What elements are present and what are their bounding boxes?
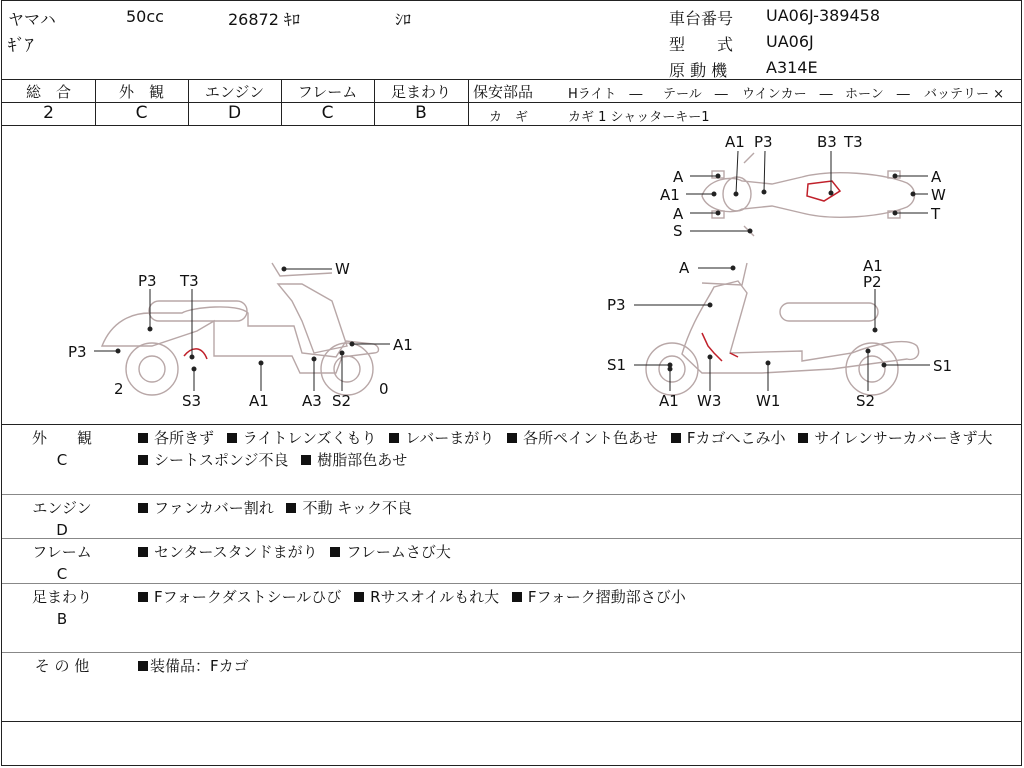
detail-item: フレームさび大 xyxy=(330,543,450,561)
label-count: 2 xyxy=(114,380,124,398)
engine-label: 原 動 機 xyxy=(669,61,728,80)
label-p3: P3 xyxy=(138,272,157,290)
frame-no: UA06J-389458 xyxy=(766,6,881,25)
detail-item: レバーまがり xyxy=(389,429,494,447)
detail-items-exterior xyxy=(138,427,1018,471)
label-a1: A1 xyxy=(659,392,679,410)
label-a: A xyxy=(673,205,684,223)
label-t3: T3 xyxy=(180,272,199,290)
mileage: 26872 ｷﾛ xyxy=(228,10,300,29)
grade-label-exterior: 外 観 xyxy=(118,83,164,101)
label-t: T xyxy=(931,205,941,223)
detail-item: Fフォークダストシールひび xyxy=(138,588,341,606)
grade-label-engine: エンジン xyxy=(204,83,265,101)
key-label: カ ギ xyxy=(489,110,529,125)
grade-value-overall: 2 xyxy=(43,103,54,123)
label-a: A xyxy=(931,168,942,186)
label-w1: W1 xyxy=(756,392,781,410)
detail-items-frame xyxy=(138,541,1018,563)
detail-item: Rサスオイルもれ大 xyxy=(354,588,499,606)
engine-value: A314E xyxy=(766,58,818,77)
detail-item: ライトレンズくもり xyxy=(227,429,377,447)
detail-item: ファンカバー割れ xyxy=(138,499,274,517)
label-p3: P3 xyxy=(607,296,626,314)
label-s2: S2 xyxy=(332,392,352,410)
label-s1: S1 xyxy=(607,356,627,374)
divider xyxy=(2,424,1021,425)
label-p3: P3 xyxy=(68,343,87,361)
label-a: A xyxy=(679,259,690,277)
label-w: W xyxy=(335,260,350,278)
safety-battery: バッテリー × xyxy=(924,87,1005,102)
detail-category-exterior: 外 観 C xyxy=(31,429,92,469)
divider xyxy=(2,494,1021,495)
label-a1: A1 xyxy=(249,392,269,410)
detail-item: 各所ペイント色あせ xyxy=(507,429,658,447)
type-label: 型 式 xyxy=(669,35,734,54)
divider xyxy=(2,652,1021,653)
label-count: 0 xyxy=(379,380,389,398)
grade-value-engine: D xyxy=(227,103,242,123)
type-value: UA06J xyxy=(766,32,814,51)
divider xyxy=(2,583,1021,584)
safety-winker: ウインカー ― xyxy=(742,87,833,102)
safety-horn: ホーン ― xyxy=(845,87,910,102)
label-s1: S1 xyxy=(933,357,953,375)
grade-value-suspension: B xyxy=(415,103,427,123)
label-a1: A1 xyxy=(660,186,680,204)
grade-label-overall: 総 合 xyxy=(25,83,71,101)
key-value: カギ 1 シャッターキー1 xyxy=(568,110,710,125)
displacement: 50cc xyxy=(126,7,164,26)
inspection-sheet xyxy=(1,0,1022,766)
label-a1: A1 xyxy=(393,336,413,354)
grade-value-exterior: C xyxy=(135,103,148,123)
detail-category-frame: フレーム C xyxy=(32,543,92,583)
label-s2: S2 xyxy=(856,392,876,410)
grade-value-frame: C xyxy=(321,103,334,123)
label-a: A xyxy=(673,168,684,186)
detail-items-engine xyxy=(138,497,1018,519)
divider xyxy=(2,79,1021,80)
label-p3: P3 xyxy=(754,133,773,151)
detail-category-other: そ の 他 xyxy=(34,657,90,675)
detail-category-suspension: 足まわり B xyxy=(31,588,92,628)
detail-item: センタースタンドまがり xyxy=(138,543,318,561)
divider xyxy=(2,721,1021,722)
safety-tail: テール ― xyxy=(663,87,728,102)
detail-item: 樹脂部色あせ xyxy=(301,451,407,469)
label-p2: P2 xyxy=(863,273,882,291)
color: ｼﾛ xyxy=(395,10,412,29)
label-b3: B3 xyxy=(817,133,837,151)
grade-label-frame: フレーム xyxy=(297,83,358,101)
grade-label-suspension: 足まわり xyxy=(390,83,451,101)
detail-item: 不動 キック不良 xyxy=(286,499,411,517)
label-s: S xyxy=(673,222,683,240)
label-a3: A3 xyxy=(302,392,322,410)
damage-marks xyxy=(184,181,840,361)
detail-items-suspension xyxy=(138,586,1018,608)
label-a1: A1 xyxy=(863,257,883,275)
detail-item: シートスポンジ不良 xyxy=(138,451,288,469)
label-w3: W3 xyxy=(697,392,722,410)
detail-item: 各所きず xyxy=(138,429,214,447)
safety-headlight: Hライト ― xyxy=(568,87,643,102)
label-s3: S3 xyxy=(182,392,202,410)
detail-item: 装備品：Fカゴ xyxy=(138,657,249,675)
model-name: ｷﾞｱ xyxy=(8,36,34,56)
detail-item: サイレンサーカバーきず大 xyxy=(798,429,992,447)
scooter-diagram xyxy=(2,126,1021,424)
label-t3: T3 xyxy=(844,133,863,151)
detail-category-engine: エンジン D xyxy=(32,499,92,539)
maker: ヤマハ xyxy=(8,10,56,29)
detail-items-other xyxy=(138,655,1018,677)
divider xyxy=(2,538,1021,539)
frame-no-label: 車台番号 xyxy=(669,9,734,28)
label-w: W xyxy=(931,186,946,204)
divider xyxy=(468,102,1021,103)
label-a1: A1 xyxy=(725,133,745,151)
detail-item: Fカゴへこみ小 xyxy=(671,429,786,447)
safety-label: 保安部品 xyxy=(473,83,534,101)
detail-item: Fフォーク摺動部さび小 xyxy=(512,588,686,606)
